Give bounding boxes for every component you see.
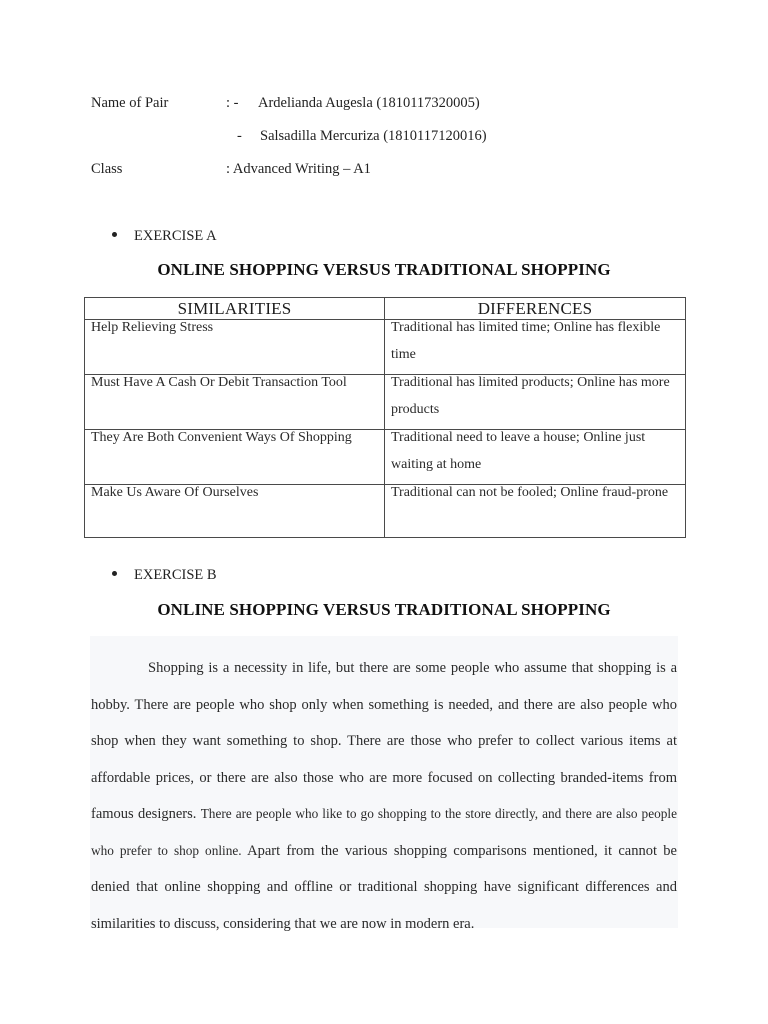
difference-text: Traditional has limited time; Online has flexible time xyxy=(391,320,661,362)
similarity-text: Help Relieving Stress xyxy=(91,320,214,335)
essay-part-1: Shopping is a necessity in life, but there are some people who assume that shopping is a hobby. There are people who shop only when something is needed, and there are also people who shop when they want something to shop. There are those who prefer to collect various items at affordable prices, or there are also those who are more focused on collecting branded-items from famous designers. xyxy=(91,660,677,822)
similarity-cell xyxy=(85,375,385,430)
difference-cell xyxy=(385,430,686,485)
difference-cell xyxy=(385,320,686,375)
exercise-a-bullet xyxy=(112,228,217,245)
similarity-cell xyxy=(85,430,385,485)
table-row xyxy=(85,320,686,375)
essay-part-2: There are people who like to go shopping to the store directly, and there are also people who prefer to shop online. xyxy=(91,806,677,858)
similarity-text: Must Have A Cash Or Debit Transaction Tool xyxy=(91,375,347,390)
table-row xyxy=(85,485,686,538)
name-of-pair-label: Name of Pair xyxy=(91,95,169,111)
essay-part-3: Apart from the various shopping comparisons mentioned, it cannot be denied that online shopping and offline or traditional shopping have significant differences and similarities to discuss, considering that we are now in modern era. xyxy=(91,842,677,932)
comparison-table xyxy=(84,297,686,538)
exercise-a-title: ONLINE SHOPPING VERSUS TRADITIONAL SHOPPING xyxy=(157,260,611,279)
essay-paragraph xyxy=(91,650,677,942)
column-header-differences: DIFFERENCES xyxy=(385,298,686,320)
table-row xyxy=(85,375,686,430)
similarity-cell xyxy=(85,320,385,375)
name-of-pair-separator: : - xyxy=(226,95,239,111)
class-value: : Advanced Writing – A1 xyxy=(226,161,371,177)
bullet-icon xyxy=(112,232,117,237)
difference-text: Traditional can not be fooled; Online fraud-prone xyxy=(391,485,669,500)
column-header-similarities: SIMILARITIES xyxy=(85,298,385,320)
similarity-text: Make Us Aware Of Ourselves xyxy=(91,485,259,500)
table-row xyxy=(85,430,686,485)
exercise-b-title: ONLINE SHOPPING VERSUS TRADITIONAL SHOPPING xyxy=(157,600,611,619)
similarity-text: They Are Both Convenient Ways Of Shopping xyxy=(91,430,352,445)
pair-member-2: Salsadilla Mercuriza (1810117120016) xyxy=(260,128,487,144)
difference-text: Traditional need to leave a house; Online just waiting at home xyxy=(391,430,646,472)
difference-cell xyxy=(385,375,686,430)
exercise-b-bullet xyxy=(112,567,217,584)
similarity-cell xyxy=(85,485,385,538)
exercise-b-label: EXERCISE B xyxy=(134,567,217,583)
exercise-a-label: EXERCISE A xyxy=(134,228,217,244)
bullet-icon xyxy=(112,571,117,576)
pair-member-2-dash: - xyxy=(237,128,242,144)
difference-cell xyxy=(385,485,686,538)
class-label: Class xyxy=(91,161,123,177)
difference-text: Traditional has limited products; Online has more products xyxy=(391,375,670,417)
pair-member-1: Ardelianda Augesla (1810117320005) xyxy=(258,95,480,111)
